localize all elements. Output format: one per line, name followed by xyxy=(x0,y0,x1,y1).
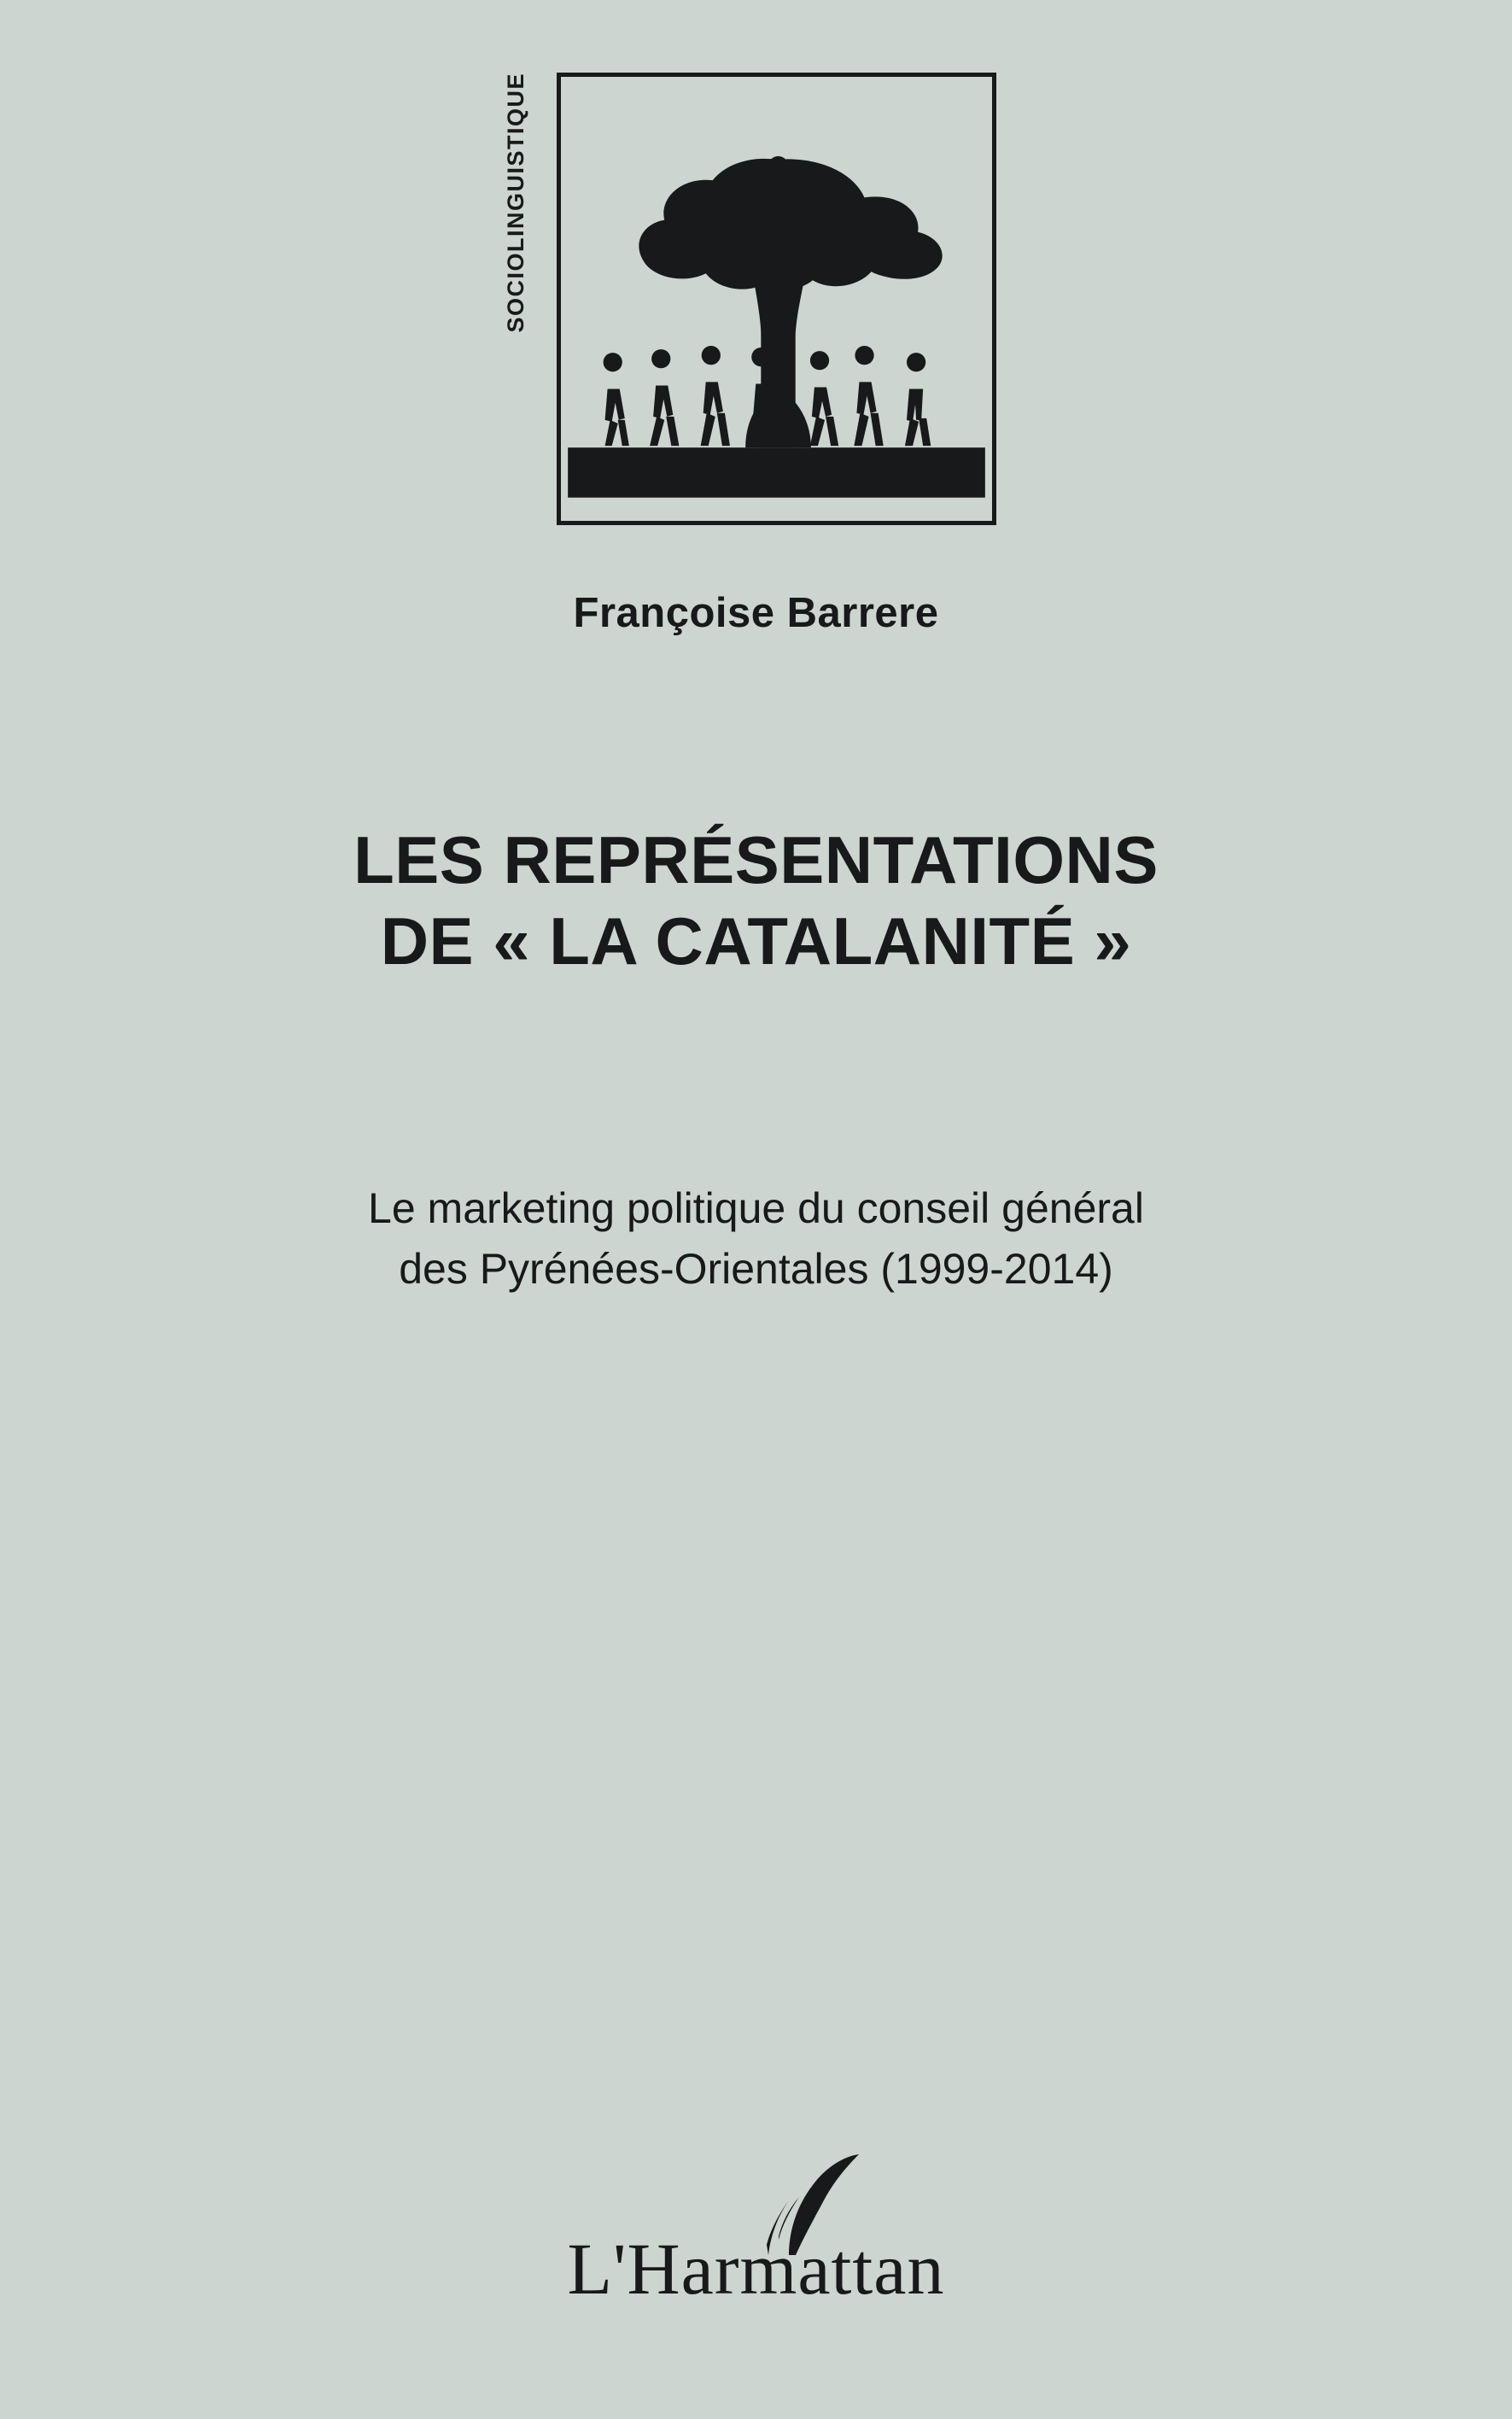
title-line-2: DE « LA CATALANITÉ » xyxy=(380,903,1132,979)
book-subtitle xyxy=(0,1178,1512,1300)
book-title xyxy=(0,820,1512,982)
author-name: Françoise Barrere xyxy=(573,590,939,636)
collection-label-text: SOCIOLINGUISTIQUE xyxy=(502,73,528,333)
collection-logo-block xyxy=(478,73,1007,534)
subtitle-line-2: des Pyrénées-Orientales (1999-2014) xyxy=(399,1245,1113,1293)
title-line-1: LES REPRÉSENTATIONS xyxy=(353,822,1159,897)
collection-label xyxy=(488,73,543,534)
publisher-logo-frame xyxy=(557,73,996,525)
publisher-name: L'Harmattan xyxy=(567,2228,945,2310)
baobab-tree-icon xyxy=(561,77,992,521)
publisher-block xyxy=(0,2154,1512,2317)
subtitle-line-1: Le marketing politique du conseil général xyxy=(368,1184,1144,1232)
